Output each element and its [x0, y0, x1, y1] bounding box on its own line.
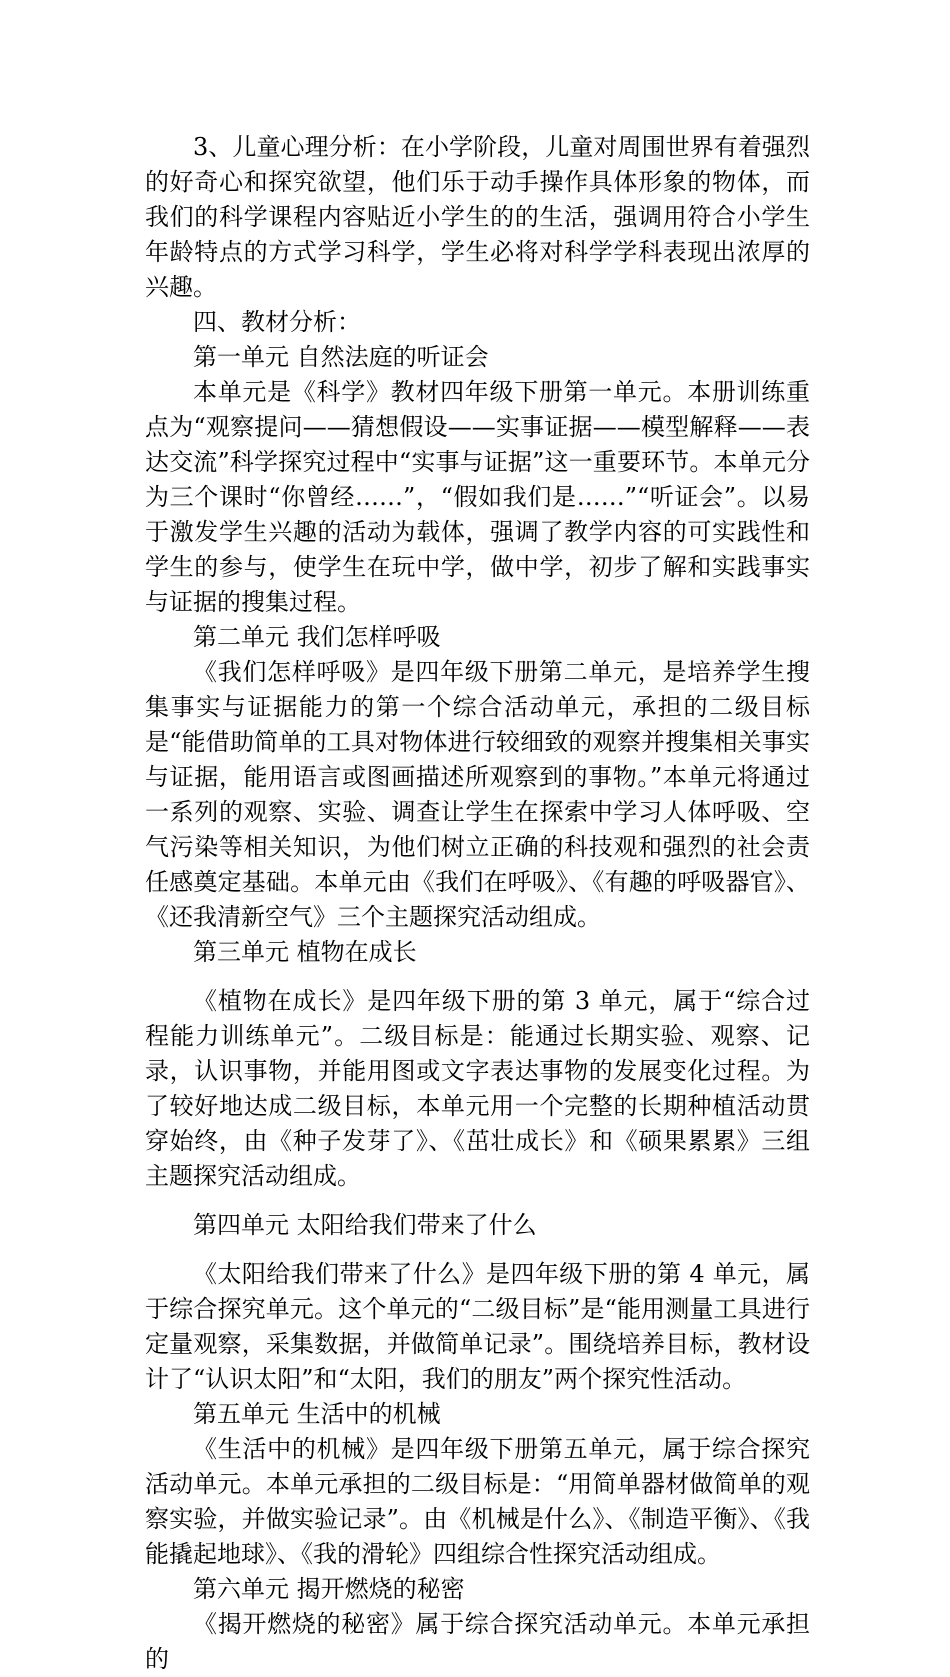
- unit-heading-1: 第一单元 自然法庭的听证会: [193, 343, 489, 371]
- unit-heading-5: 第五单元 生活中的机械: [193, 1400, 441, 1428]
- unit-heading-2: 第二单元 我们怎样呼吸: [193, 623, 441, 651]
- unit-heading-3: 第三单元 植物在成长: [193, 938, 417, 966]
- unit-1-paragraph: 本单元是《科学》教材四年级下册第一单元。本册训练重点为“观察提问——猜想假设——实事证据——模型解释——表达交流”科学探究过程中“实事与证据”这一重要环节。本单元分为三个课时“你曾经……”，“假如我们是……”“听证会”。以易于激发学生兴趣的活动为载体，强调了教学内容的可实践性和学生的参与，使学生在玩中学，做中学，初步了解和实践事实与证据的搜集过程。: [145, 378, 810, 616]
- unit-2-paragraph: 《我们怎样呼吸》是四年级下册第二单元，是培养学生搜集事实与证据能力的第一个综合活动单元，承担的二级目标是“能借助简单的工具对物体进行较细致的观察并搜集相关事实与证据，能用语言或图画描述所观察到的事物。”本单元将通过一系列的观察、实验、调查让学生在探索中学习人体呼吸、空气污染等相关知识，为他们树立正确的科技观和强烈的社会责任感奠定基础。本单元由《我们在呼吸》、《有趣的呼吸器官》、《还我清新空气》三个主题探究活动组成。: [145, 658, 810, 931]
- section-heading-textbook-analysis: 四、教材分析：: [193, 308, 361, 336]
- unit-6-paragraph: 《揭开燃烧的秘密》属于综合探究活动单元。本单元承担的: [145, 1610, 810, 1673]
- unit-heading-4: 第四单元 太阳给我们带来了什么: [193, 1211, 537, 1239]
- unit-4-paragraph: 《太阳给我们带来了什么》是四年级下册的第 4 单元，属于综合探究单元。这个单元的“二级目标”是“能用测量工具进行定量观察，采集数据，并做简单记录”。围绕培养目标，教材设计了“认识太阳”和“太阳，我们的朋友”两个探究性活动。: [145, 1260, 810, 1393]
- paragraph-child-psychology: 3、儿童心理分析：在小学阶段，儿童对周围世界有着强烈的好奇心和探究欲望，他们乐于动手操作具体形象的物体，而我们的科学课程内容贴近小学生的的生活，强调用符合小学生年龄特点的方式学习科学，学生必将对科学学科表现出浓厚的兴趣。: [145, 133, 810, 301]
- unit-5-paragraph: 《生活中的机械》是四年级下册第五单元，属于综合探究活动单元。本单元承担的二级目标是：“用简单器材做简单的观察实验，并做实验记录”。由《机械是什么》、《制造平衡》、《我能撬起地球》、《我的滑轮》四组综合性探究活动组成。: [145, 1435, 810, 1568]
- unit-heading-6: 第六单元 揭开燃烧的秘密: [193, 1575, 465, 1603]
- unit-3-paragraph: 《植物在成长》是四年级下册的第 3 单元，属于“综合过程能力训练单元”。二级目标是：能通过长期实验、观察、记录，认识事物，并能用图或文字表达事物的发展变化过程。为了较好地达成二级目标，本单元用一个完整的长期种植活动贯穿始终，由《种子发芽了》、《茁壮成长》和《硕果累累》三组主题探究活动组成。: [145, 987, 810, 1190]
- document-page: [145, 130, 810, 1677]
